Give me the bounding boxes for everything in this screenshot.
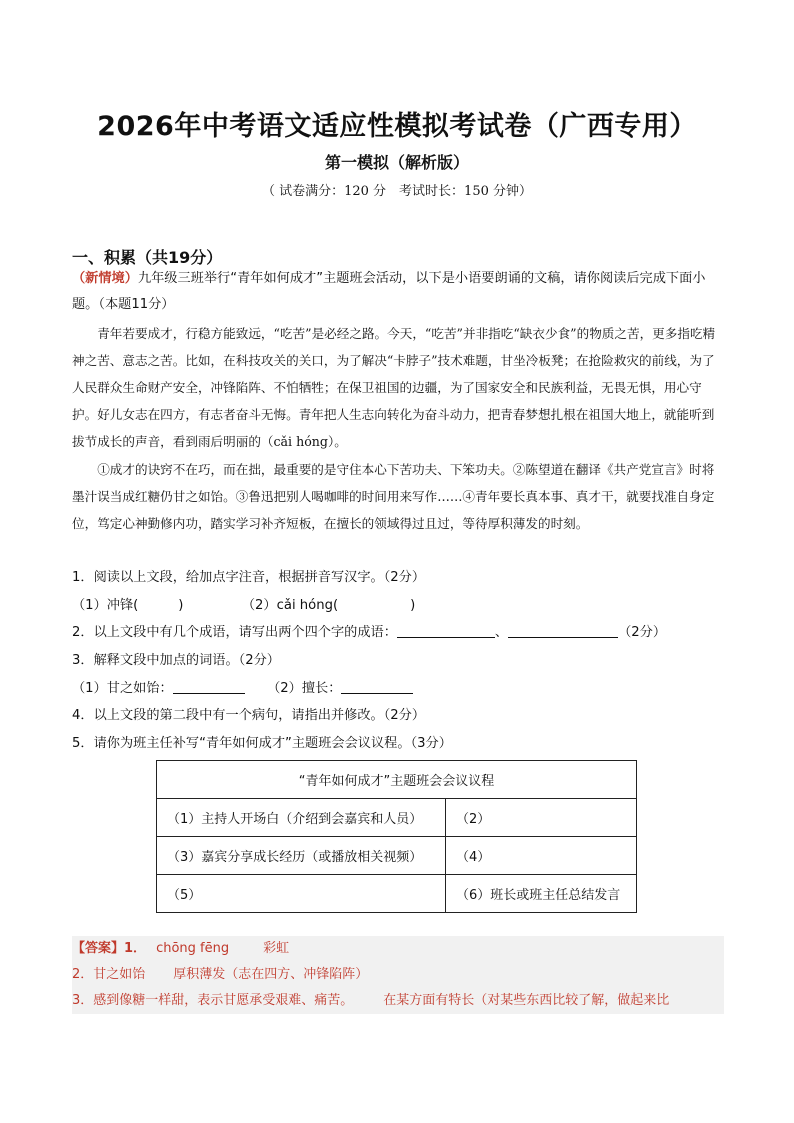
question-5: 5．请你为班主任补写“青年如何成才”主题班会会议议程。（3分） (72, 736, 452, 751)
q3-item-1: （1）甘之如饴： (72, 681, 173, 696)
q1-item-1-close: ) (178, 598, 184, 613)
question-3: 3．解释文段中加点的词语。（2分） (72, 653, 280, 668)
agenda-item-4[interactable]: （4） (446, 837, 637, 875)
q3-blank-1[interactable] (173, 679, 245, 694)
agenda-item-2[interactable]: （2） (446, 799, 637, 837)
page-subtitle: 第一模拟（解析版） (324, 153, 469, 172)
q2-separator: 、 (494, 625, 509, 640)
answer-box (72, 936, 724, 1014)
answer-row-2 (72, 962, 724, 988)
passage-paragraph-2: ①成才的诀窍不在巧，而在拙，最重要的是守住本心下苦功夫、下笨功夫。②陈望道在翻译《共产党宣言》时将墨汁误当成红糖仍甘之如饴。③鲁迅把别人喝咖啡的时间用来写作……④青年要长真本事、真才干，就要找准自身定位，笃定心神勤修内功，踏实学习补齐短板，在擅长的领域得过且过，等待厚积薄发的时刻。 (72, 462, 715, 531)
answer-2-idiom-2: 厚积薄发（志在四方、冲锋陷阵） (173, 967, 369, 982)
agenda-item-1: （1）主持人开场白（介绍到会嘉宾和人员） (157, 799, 446, 837)
answer-row-1 (72, 936, 724, 962)
agenda-item-6: （6）班长或班主任总结发言 (446, 875, 637, 913)
agenda-header: “青年如何成才”主题班会会议议程 (157, 761, 637, 799)
question-4: 4．以上文段的第二段中有一个病句，请指出并修改。（2分） (72, 708, 426, 723)
passage-paragraph-1: 青年若要成才，行稳方能致远，“吃苦”是必经之路。今天，“吃苦”并非指吃“缺衣少食”的物质之苦，更多指吃精神之苦、意志之苦。比如，在科技攻关的关口，为了解决“卡脖子”技术难题，甘坐冷板凳；在抢险救灾的前线，为了人民群众生命财产安全，冲锋陷阵、不怕牺牲；在保卫祖国的边疆，为了国家安全和民族利益，无畏无惧，用心守护。好儿女志在四方，有志者奋斗无悔。青年把人生志向转化为奋斗动力，把青春梦想扎根在祖国大地上，就能听到拔节成长的声音，看到雨后明丽的（cǎi hóng）。 (72, 326, 716, 449)
section-heading: 一、积累（共19分） (72, 248, 223, 267)
answer-3-def-1: 感到像糖一样甜，表示甘愿承受艰难、痛苦。 (93, 993, 354, 1008)
question-1: 1．阅读以上文段，给加点字注音，根据拼音写汉字。（2分） (72, 570, 426, 585)
answer-row-3 (72, 988, 724, 1014)
intro-text: 九年级三班举行“青年如何成才”主题班会活动，以下是小语要朗诵的文稿，请你阅读后完成下面小题。（本题11分） (72, 271, 706, 312)
answer-label: 【答案】 (72, 941, 125, 956)
q3-blank-2[interactable] (341, 679, 413, 694)
q1-item-1: （1）冲锋( (72, 598, 139, 613)
q3-item-2: （2）擅长： (267, 681, 342, 696)
answer-2-idiom-1: 甘之如饴 (93, 967, 146, 982)
q2-text: 2．以上文段中有几个成语，请写出两个四个字的成语： (72, 625, 397, 640)
question-3-items (72, 679, 413, 699)
answer-3-def-2: 在某方面有特长（对某些东西比较了解，做起来比 (383, 993, 670, 1008)
answer-1-number: 1． (124, 941, 147, 956)
question-1-items (72, 596, 415, 616)
section-intro (72, 266, 724, 318)
page-title: 2026年中考语文适应性模拟考试卷（广西专用） (97, 111, 697, 142)
question-2 (72, 623, 666, 643)
answer-1-word: 彩虹 (263, 941, 290, 956)
q2-blank-2[interactable] (508, 623, 618, 638)
agenda-table (156, 760, 637, 913)
scenario-tag: （新情境） (72, 271, 138, 286)
answer-3-number: 3． (72, 993, 94, 1008)
exam-meta: （ 试卷满分：120 分 考试时长：150 分钟） (261, 184, 533, 199)
q1-item-2: （2）cǎi hóng( (241, 598, 339, 613)
answer-1-pinyin: chōng fēng (156, 941, 230, 956)
q2-score: （2分） (618, 625, 667, 640)
q1-item-2-close: ) (410, 598, 416, 613)
answer-2-number: 2． (72, 967, 94, 982)
q2-blank-1[interactable] (397, 623, 495, 638)
agenda-item-5[interactable]: （5） (157, 875, 446, 913)
agenda-item-3: （3）嘉宾分享成长经历（或播放相关视频） (157, 837, 446, 875)
